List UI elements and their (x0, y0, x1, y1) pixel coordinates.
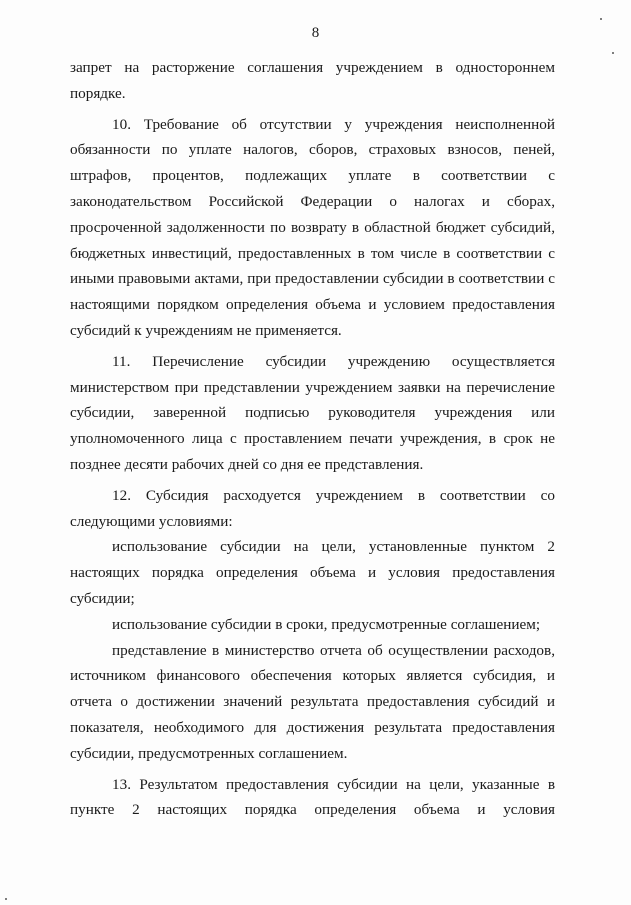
paragraph-12: 12. Субсидия расходуется учреждением в соответствии со следующими условиями: (70, 486, 555, 530)
paragraph-condition-1: использование субсидии на цели, установленные пунктом 2 настоящих порядка определения объема и условия предоставления субсидии; (70, 538, 555, 607)
paragraph-10: 10. Требование об отсутствии у учреждения неисполненной обязанности по уплате налогов, сборов, страховых взносов, пеней, штрафов, процентов, подлежащих уплате в соответствии с законодательством Российской Федерации о налогах и сборах, просроченной задолженности по возврату в областной бюджет субсидий, бюджетных инвестиций, предоставленных в том числе в соответствии с иными правовыми актами, при предоставлении субсидии в соответствии с настоящими порядком определения объема и условием предоставления субсидий к учреждениям не применяется. (70, 115, 555, 339)
paragraph-13: 13. Результатом предоставления субсидии на цели, указанные в пункте 2 настоящих порядка определения объема и условия (70, 775, 555, 819)
paragraph-continuation: запрет на расторжение соглашения учреждением в одностороннем порядке. (70, 59, 555, 102)
scan-speck (612, 52, 614, 54)
paragraph-condition-3: представление в министерство отчета об осуществлении расходов, источником финансового обеспечения которых является субсидия, и отчета о достижении значений результата предоставления субсидий и показателя, необходимого для достижения результата предоставления субсидии, предусмотренных соглашением. (70, 641, 555, 762)
paragraph-condition-2: использование субсидии в сроки, предусмотренные соглашением; (112, 615, 541, 633)
scan-speck (600, 18, 602, 20)
scan-speck (5, 898, 7, 900)
page-number: 8 (311, 25, 320, 41)
paragraph-11: 11. Перечисление субсидии учреждению осуществляется министерством при представлении учреждением заявки на перечисление субсидии, заверенной подписью руководителя учреждения или уполномоченного лица с проставлением печати учреждения, в срок не позднее десяти рабочих дней со дня ее представления. (70, 352, 555, 473)
document-body (70, 55, 555, 823)
